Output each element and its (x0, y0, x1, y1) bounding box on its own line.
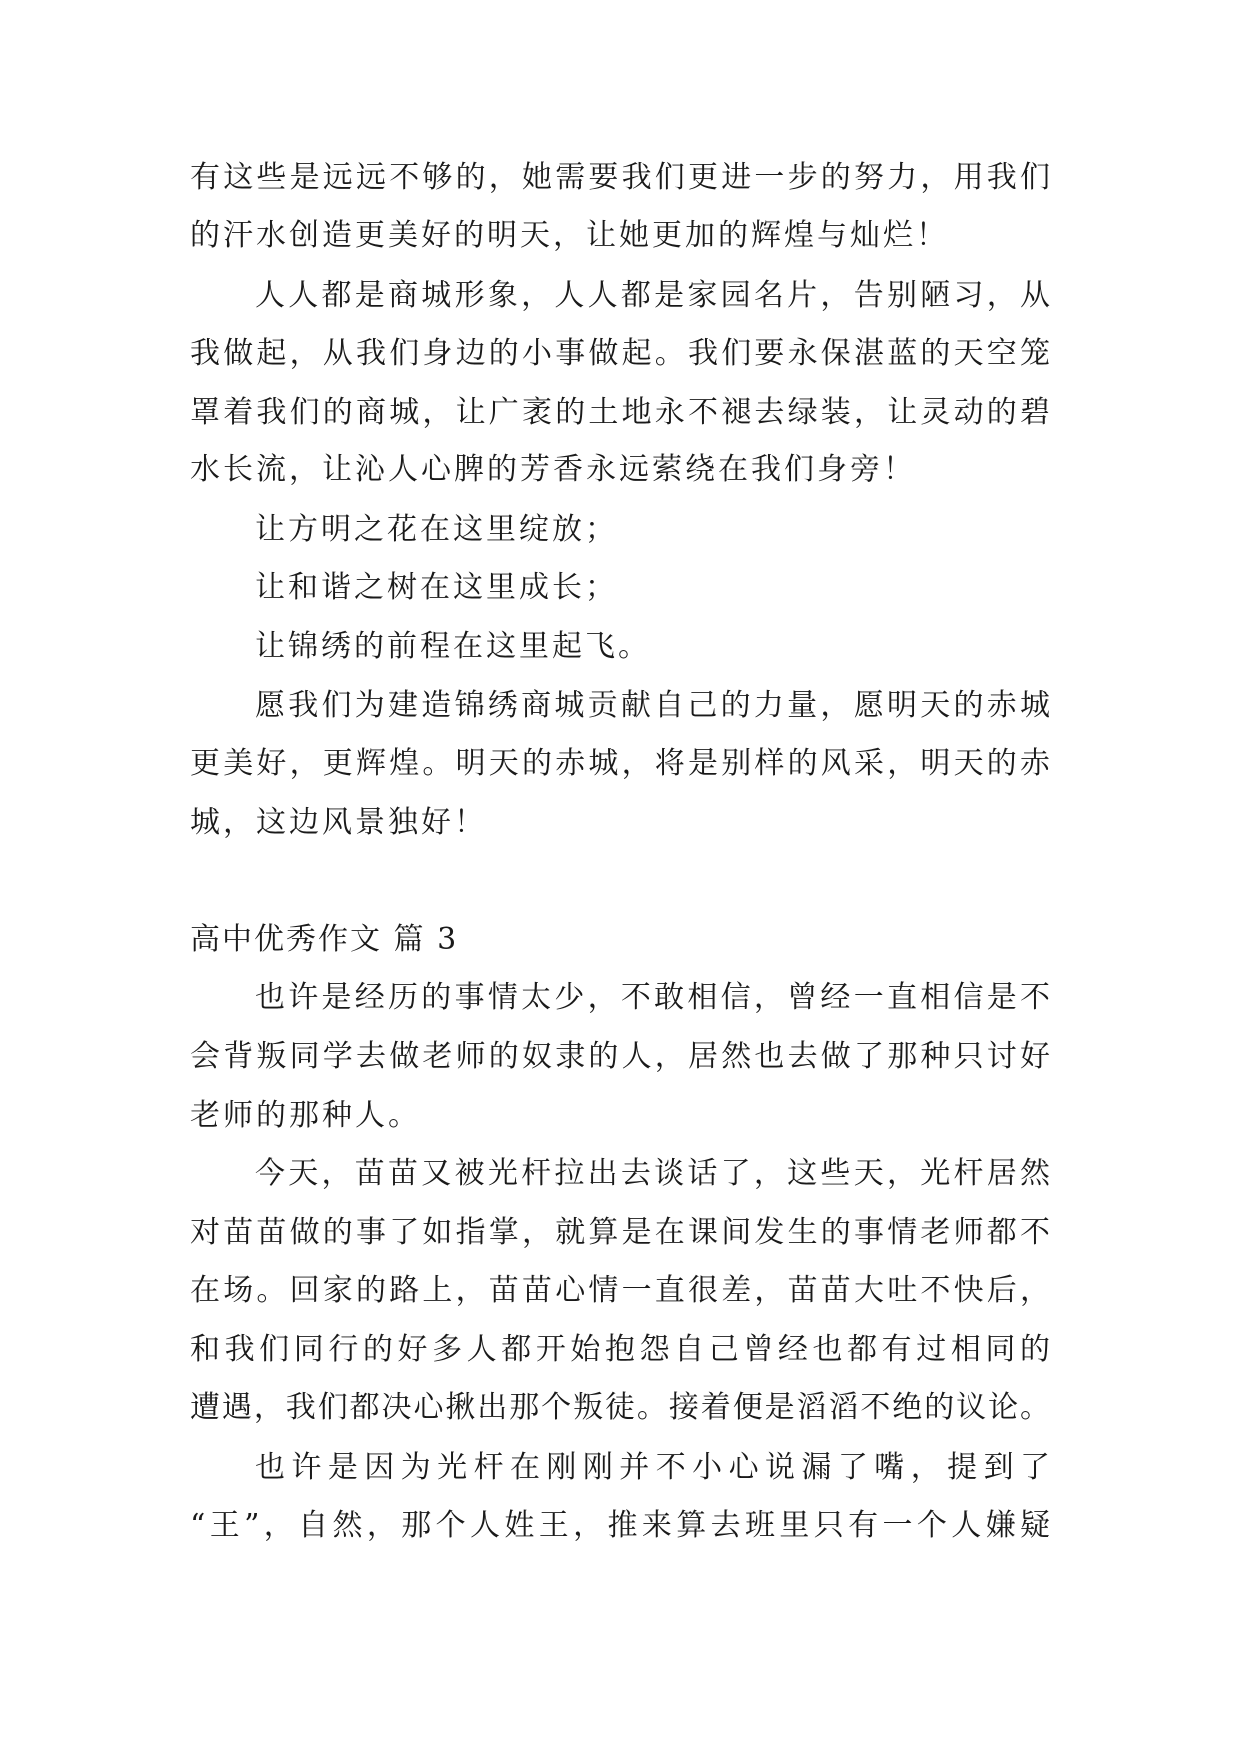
paragraph-line: 和我们同行的好多人都开始抱怨自己曾经也都有过相同的 (190, 1332, 1050, 1367)
paragraph-line: 更美好，更辉煌。明天的赤城，将是别样的风采，明天的赤 (190, 746, 1050, 781)
paragraph-line: 我做起，从我们身边的小事做起。我们要永保湛蓝的天空笼 (190, 336, 1050, 371)
paragraph-line: “王”，自然，那个人姓王，推来算去班里只有一个人嫌疑 (190, 1508, 1050, 1543)
paragraph-line: 的汗水创造更美好的明天，让她更加的辉煌与灿烂！ (190, 218, 949, 253)
paragraph-line: 在场。回家的路上，苗苗心情一直很差，苗苗大吐不快后， (190, 1273, 1050, 1308)
paragraph-line: 让锦绣的前程在这里起飞。 (255, 629, 651, 664)
paragraph-line: 愿我们为建造锦绣商城贡献自己的力量，愿明天的赤城 (255, 688, 1050, 723)
paragraph-line: 城，这边风景独好！ (190, 805, 487, 840)
paragraph-line: 老师的那种人。 (190, 1098, 421, 1133)
paragraph-line: 会背叛同学去做老师的奴隶的人，居然也去做了那种只讨好 (190, 1039, 1050, 1074)
paragraph-line: 今天，苗苗又被光杆拉出去谈话了，这些天，光杆居然 (255, 1156, 1050, 1191)
paragraph-line: 对苗苗做的事了如指掌，就算是在课间发生的事情老师都不 (190, 1215, 1050, 1250)
paragraph-line: 让方明之花在这里绽放； (255, 512, 618, 547)
paragraph-line: 也许是经历的事情太少，不敢相信，曾经一直相信是不 (255, 980, 1050, 1015)
paragraph-line: 有这些是远远不够的，她需要我们更进一步的努力，用我们 (190, 160, 1050, 195)
paragraph-line: 也许是因为光杆在刚刚并不小心说漏了嘴，提到了 (255, 1450, 1050, 1485)
paragraph-line: 水长流，让沁人心脾的芳香永远萦绕在我们身旁！ (190, 452, 916, 487)
paragraph-line: 罩着我们的商城，让广袤的土地永不褪去绿装，让灵动的碧 (190, 395, 1050, 430)
paragraph-line: 让和谐之树在这里成长； (255, 570, 618, 605)
paragraph-line: 遭遇，我们都决心揪出那个叛徒。接着便是滔滔不绝的议论。 (190, 1390, 1050, 1425)
paragraph-line: 人人都是商城形象，人人都是家园名片，告别陋习，从 (255, 278, 1050, 313)
section-heading: 高中优秀作文 篇 3 (190, 922, 459, 957)
